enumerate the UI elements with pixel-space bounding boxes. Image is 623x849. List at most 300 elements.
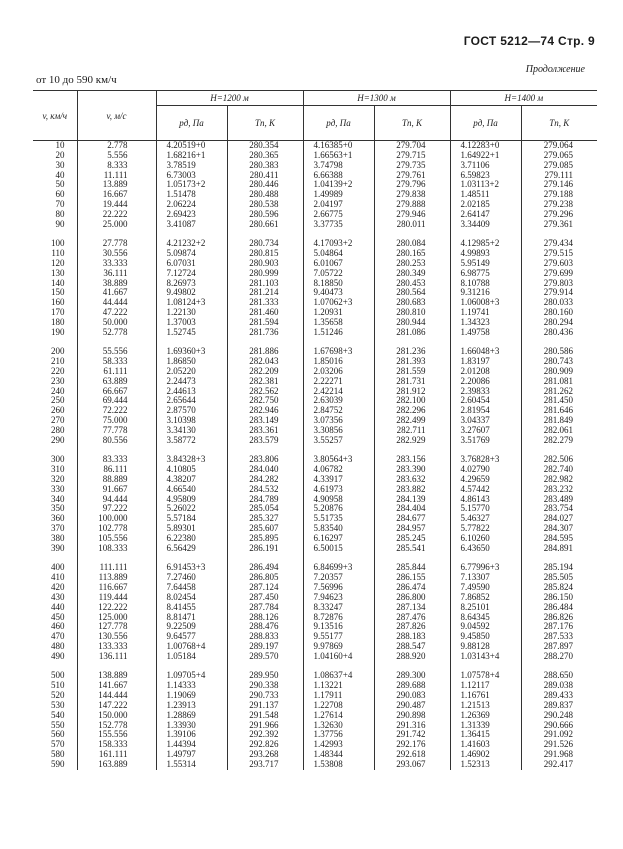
cell-speed-kmh: 500 <box>51 670 65 681</box>
cell-temp-h1200: 281.333 <box>227 298 303 308</box>
cell-speed-ms: 36.111 <box>77 269 156 279</box>
cell-temp-h1400: 282.740 <box>521 465 597 475</box>
cell-pressure-h1200: 8.81471 <box>156 613 227 623</box>
cell-speed-kmh: 210 <box>51 356 65 367</box>
cell-temp-h1200: 285.607 <box>227 524 303 534</box>
cell-pressure-h1400: 2.64147 <box>450 210 521 220</box>
cell-pressure-h1300: 6.66388 <box>303 171 374 181</box>
cell-temp-h1400: 287.176 <box>521 622 597 632</box>
cell-speed-ms: 150.000 <box>77 711 156 721</box>
cell-pressure-h1300: 2.22271 <box>303 377 374 387</box>
cell-pressure-h1200: 6.91453+3 <box>156 563 227 573</box>
cell-speed-kmh: 260 <box>51 405 65 416</box>
cell-pressure-h1200: 4.10805 <box>156 465 227 475</box>
col-header-pressure: pд, Па <box>156 106 227 141</box>
cell-speed-ms: 97.222 <box>77 504 156 514</box>
cell-pressure-h1400: 5.15770 <box>450 504 521 514</box>
cell-temp-h1300: 285.245 <box>374 534 450 544</box>
cell-speed-kmh: 110 <box>51 248 65 259</box>
cell-pressure-h1200: 1.05184 <box>156 652 227 662</box>
cell-pressure-h1200: 9.64577 <box>156 632 227 642</box>
cell-temp-h1400: 287.533 <box>521 632 597 642</box>
col-header-v-kmh: v, км/ч <box>33 91 77 141</box>
cell-speed-ms: 30.556 <box>77 249 156 259</box>
cell-pressure-h1200: 3.34130 <box>156 426 227 436</box>
cell-pressure-h1400: 1.41603 <box>450 740 521 750</box>
cell-pressure-h1200: 6.22380 <box>156 534 227 544</box>
cell-speed-kmh: 270 <box>51 415 65 426</box>
cell-speed-kmh: 190 <box>51 326 65 337</box>
cell-temp-h1300: 288.183 <box>374 632 450 642</box>
cell-pressure-h1400: 6.98775 <box>450 269 521 279</box>
cell-pressure-h1400: 6.10260 <box>450 534 521 544</box>
cell-temp-h1300: 283.882 <box>374 485 450 495</box>
cell-speed-ms: 66.667 <box>77 387 156 397</box>
cell-pressure-h1300: 1.32630 <box>303 721 374 731</box>
cell-temp-h1400: 279.065 <box>521 151 597 161</box>
cell-speed-ms: 130.556 <box>77 632 156 642</box>
cell-pressure-h1400: 2.39833 <box>450 387 521 397</box>
cell-pressure-h1200: 2.06224 <box>156 200 227 210</box>
cell-temp-h1200: 291.137 <box>227 701 303 711</box>
cell-pressure-h1300: 1.85016 <box>303 357 374 367</box>
cell-pressure-h1300: 1.04139+2 <box>303 180 374 190</box>
cell-speed-kmh: 510 <box>51 680 65 691</box>
cell-pressure-h1200: 5.09874 <box>156 249 227 259</box>
speed-range-label: от 10 до 590 км/ч <box>36 74 117 86</box>
cell-temp-h1300: 279.704 <box>374 141 450 151</box>
cell-pressure-h1400: 3.27607 <box>450 426 521 436</box>
cell-pressure-h1200: 3.10398 <box>156 416 227 426</box>
cell-temp-h1300: 283.156 <box>374 455 450 465</box>
cell-pressure-h1400: 3.51769 <box>450 436 521 446</box>
cell-pressure-h1300: 2.66775 <box>303 210 374 220</box>
cell-temp-h1300: 286.474 <box>374 583 450 593</box>
cell-speed-kmh: 20 <box>55 149 65 160</box>
cell-temp-h1200: 284.789 <box>227 495 303 505</box>
cell-speed-ms: 102.778 <box>77 524 156 534</box>
cell-speed-kmh: 330 <box>51 483 65 494</box>
cell-pressure-h1300: 6.01067 <box>303 259 374 269</box>
cell-temp-h1300: 281.731 <box>374 377 450 387</box>
cell-pressure-h1200: 4.38207 <box>156 475 227 485</box>
cell-pressure-h1200: 4.21232+2 <box>156 239 227 249</box>
cell-temp-h1400: 286.484 <box>521 603 597 613</box>
cell-pressure-h1400: 3.34409 <box>450 220 521 230</box>
cell-temp-h1400: 279.914 <box>521 288 597 298</box>
cell-temp-h1300: 286.800 <box>374 593 450 603</box>
cell-speed-kmh: 520 <box>51 690 65 700</box>
cell-temp-h1300: 288.920 <box>374 652 450 662</box>
cell-temp-h1200: 288.833 <box>227 632 303 642</box>
cell-temp-h1300: 281.086 <box>374 328 450 338</box>
cell-pressure-h1300: 5.04864 <box>303 249 374 259</box>
cell-speed-kmh: 60 <box>55 189 65 200</box>
cell-speed-kmh: 420 <box>51 581 65 592</box>
cell-pressure-h1200: 8.02454 <box>156 593 227 603</box>
cell-pressure-h1400: 1.26369 <box>450 711 521 721</box>
cell-pressure-h1200: 2.44613 <box>156 387 227 397</box>
cell-pressure-h1400: 5.95149 <box>450 259 521 269</box>
cell-temp-h1400: 279.515 <box>521 249 597 259</box>
cell-temp-h1300: 287.476 <box>374 613 450 623</box>
atmosphere-table <box>33 90 597 770</box>
cell-speed-kmh: 140 <box>51 277 65 288</box>
cell-temp-h1300: 280.084 <box>374 239 450 249</box>
cell-temp-h1300: 285.844 <box>374 563 450 573</box>
cell-pressure-h1400: 1.03113+2 <box>450 180 521 190</box>
cell-speed-ms: 2.778 <box>77 141 156 151</box>
cell-temp-h1400: 292.417 <box>521 760 597 770</box>
table-row <box>33 760 597 770</box>
cell-temp-h1300: 280.944 <box>374 318 450 328</box>
cell-speed-ms: 75.000 <box>77 416 156 426</box>
cell-pressure-h1300: 2.63039 <box>303 396 374 406</box>
cell-pressure-h1300: 7.20357 <box>303 573 374 583</box>
cell-speed-kmh: 10 <box>55 140 65 150</box>
cell-speed-kmh: 590 <box>51 758 65 769</box>
cell-temp-h1300: 282.296 <box>374 406 450 416</box>
cell-temp-h1400: 289.837 <box>521 701 597 711</box>
cell-temp-h1200: 293.268 <box>227 750 303 760</box>
cell-speed-ms: 136.111 <box>77 652 156 662</box>
table-row <box>33 652 597 662</box>
cell-pressure-h1200: 9.49802 <box>156 288 227 298</box>
cell-speed-ms: 72.222 <box>77 406 156 416</box>
cell-temp-h1300: 280.011 <box>374 220 450 230</box>
cell-pressure-h1300: 3.80564+3 <box>303 455 374 465</box>
cell-pressure-h1400: 6.77996+3 <box>450 563 521 573</box>
cell-temp-h1400: 284.307 <box>521 524 597 534</box>
cell-pressure-h1200: 3.84328+3 <box>156 455 227 465</box>
cell-temp-h1200: 286.805 <box>227 573 303 583</box>
cell-pressure-h1400: 8.25101 <box>450 603 521 613</box>
cell-pressure-h1200: 5.26022 <box>156 504 227 514</box>
cell-temp-h1200: 281.594 <box>227 318 303 328</box>
cell-temp-h1400: 279.188 <box>521 190 597 200</box>
cell-temp-h1200: 291.966 <box>227 721 303 731</box>
cell-pressure-h1400: 9.45850 <box>450 632 521 642</box>
cell-pressure-h1300: 1.27614 <box>303 711 374 721</box>
cell-pressure-h1400: 7.49590 <box>450 583 521 593</box>
cell-pressure-h1400: 1.03143+4 <box>450 652 521 662</box>
cell-pressure-h1300: 7.56996 <box>303 583 374 593</box>
cell-speed-kmh: 350 <box>51 503 65 514</box>
cell-temp-h1400: 291.092 <box>521 730 597 740</box>
cell-temp-h1400: 280.436 <box>521 328 597 338</box>
cell-speed-ms: 108.333 <box>77 544 156 554</box>
cell-pressure-h1400: 1.64922+1 <box>450 151 521 161</box>
cell-pressure-h1200: 5.89301 <box>156 524 227 534</box>
cell-temp-h1200: 291.548 <box>227 711 303 721</box>
cell-speed-kmh: 230 <box>51 375 65 386</box>
cell-temp-h1300: 284.139 <box>374 495 450 505</box>
cell-temp-h1200: 280.446 <box>227 180 303 190</box>
cell-pressure-h1200: 1.22130 <box>156 308 227 318</box>
cell-temp-h1300: 281.912 <box>374 387 450 397</box>
cell-speed-ms: 16.667 <box>77 190 156 200</box>
cell-pressure-h1300: 7.94623 <box>303 593 374 603</box>
cell-speed-ms: 127.778 <box>77 622 156 632</box>
cell-speed-kmh: 410 <box>51 572 65 583</box>
cell-temp-h1200: 280.538 <box>227 200 303 210</box>
cell-speed-kmh: 300 <box>51 454 65 465</box>
cell-speed-kmh: 360 <box>51 513 65 524</box>
cell-pressure-h1300: 2.42214 <box>303 387 374 397</box>
table-row <box>33 220 597 230</box>
cell-pressure-h1300: 8.72876 <box>303 613 374 623</box>
cell-temp-h1200: 282.381 <box>227 377 303 387</box>
cell-pressure-h1200: 2.69423 <box>156 210 227 220</box>
cell-speed-kmh: 370 <box>51 523 65 534</box>
cell-speed-ms: 144.444 <box>77 691 156 701</box>
cell-temp-h1200: 282.209 <box>227 367 303 377</box>
cell-pressure-h1200: 3.41087 <box>156 220 227 230</box>
cell-temp-h1400: 285.194 <box>521 563 597 573</box>
standard-header: ГОСТ 5212—74 Стр. 9 <box>463 34 595 48</box>
col-header-pressure: pд, Па <box>450 106 521 141</box>
cell-pressure-h1300: 5.83540 <box>303 524 374 534</box>
cell-pressure-h1300: 6.16297 <box>303 534 374 544</box>
cell-pressure-h1200: 1.37003 <box>156 318 227 328</box>
cell-speed-ms: 158.333 <box>77 740 156 750</box>
cell-pressure-h1300: 1.08637+4 <box>303 671 374 681</box>
cell-speed-ms: 152.778 <box>77 721 156 731</box>
cell-temp-h1400: 279.296 <box>521 210 597 220</box>
cell-speed-ms: 52.778 <box>77 328 156 338</box>
cell-pressure-h1200: 6.73003 <box>156 171 227 181</box>
col-header-temperature: Tп, К <box>521 106 597 141</box>
cell-pressure-h1200: 1.51478 <box>156 190 227 200</box>
cell-temp-h1400: 280.294 <box>521 318 597 328</box>
cell-speed-kmh: 120 <box>51 257 65 268</box>
cell-pressure-h1400: 4.12985+2 <box>450 239 521 249</box>
cell-temp-h1200: 281.103 <box>227 279 303 289</box>
cell-temp-h1300: 293.067 <box>374 760 450 770</box>
cell-temp-h1400: 291.968 <box>521 750 597 760</box>
cell-temp-h1200: 289.950 <box>227 671 303 681</box>
cell-temp-h1300: 282.711 <box>374 426 450 436</box>
cell-pressure-h1200: 1.33930 <box>156 721 227 731</box>
cell-temp-h1200: 285.327 <box>227 514 303 524</box>
cell-pressure-h1400: 1.48511 <box>450 190 521 200</box>
cell-temp-h1400: 279.146 <box>521 180 597 190</box>
cell-pressure-h1300: 1.22708 <box>303 701 374 711</box>
cell-speed-kmh: 530 <box>51 699 65 710</box>
cell-temp-h1300: 279.761 <box>374 171 450 181</box>
cell-temp-h1200: 283.361 <box>227 426 303 436</box>
cell-pressure-h1200: 8.41455 <box>156 603 227 613</box>
cell-pressure-h1400: 7.86852 <box>450 593 521 603</box>
cell-pressure-h1400: 1.06008+3 <box>450 298 521 308</box>
cell-speed-kmh: 540 <box>51 709 65 720</box>
cell-temp-h1400: 280.743 <box>521 357 597 367</box>
cell-temp-h1200: 286.191 <box>227 544 303 554</box>
cell-speed-kmh: 40 <box>55 169 65 180</box>
cell-temp-h1300: 290.898 <box>374 711 450 721</box>
cell-temp-h1400: 282.061 <box>521 426 597 436</box>
cell-temp-h1400: 289.038 <box>521 681 597 691</box>
cell-pressure-h1200: 7.12724 <box>156 269 227 279</box>
cell-pressure-h1300: 1.48344 <box>303 750 374 760</box>
cell-pressure-h1200: 2.87570 <box>156 406 227 416</box>
cell-pressure-h1300: 9.55177 <box>303 632 374 642</box>
cell-pressure-h1400: 2.60454 <box>450 396 521 406</box>
cell-temp-h1400: 291.526 <box>521 740 597 750</box>
cell-speed-ms: 22.222 <box>77 210 156 220</box>
cell-speed-kmh: 160 <box>51 297 65 308</box>
cell-temp-h1200: 284.532 <box>227 485 303 495</box>
cell-speed-ms: 105.556 <box>77 534 156 544</box>
cell-pressure-h1300: 1.04160+4 <box>303 652 374 662</box>
cell-temp-h1300: 289.300 <box>374 671 450 681</box>
cell-pressure-h1300: 4.33917 <box>303 475 374 485</box>
cell-pressure-h1400: 2.01208 <box>450 367 521 377</box>
cell-temp-h1300: 290.083 <box>374 691 450 701</box>
cell-temp-h1300: 282.499 <box>374 416 450 426</box>
table-body <box>33 141 597 770</box>
cell-pressure-h1400: 2.81954 <box>450 406 521 416</box>
cell-pressure-h1200: 5.57184 <box>156 514 227 524</box>
cell-temp-h1200: 280.596 <box>227 210 303 220</box>
cell-temp-h1200: 292.392 <box>227 730 303 740</box>
cell-speed-kmh: 390 <box>51 542 65 553</box>
cell-pressure-h1400: 4.86143 <box>450 495 521 505</box>
cell-speed-ms: 58.333 <box>77 357 156 367</box>
cell-temp-h1300: 289.688 <box>374 681 450 691</box>
cell-pressure-h1200: 2.24473 <box>156 377 227 387</box>
cell-pressure-h1400: 8.10788 <box>450 279 521 289</box>
cell-pressure-h1300: 1.66563+1 <box>303 151 374 161</box>
cell-temp-h1200: 280.383 <box>227 161 303 171</box>
cell-temp-h1200: 287.124 <box>227 583 303 593</box>
cell-pressure-h1300: 1.51246 <box>303 328 374 338</box>
cell-pressure-h1400: 4.12283+0 <box>450 141 521 151</box>
cell-temp-h1300: 287.134 <box>374 603 450 613</box>
cell-temp-h1300: 279.838 <box>374 190 450 200</box>
cell-speed-kmh: 490 <box>51 650 65 661</box>
cell-speed-kmh: 550 <box>51 719 65 730</box>
cell-temp-h1200: 293.717 <box>227 760 303 770</box>
cell-temp-h1400: 288.650 <box>521 671 597 681</box>
cell-pressure-h1400: 4.99893 <box>450 249 521 259</box>
cell-pressure-h1300: 4.61973 <box>303 485 374 495</box>
cell-pressure-h1200: 6.07031 <box>156 259 227 269</box>
cell-speed-ms: 50.000 <box>77 318 156 328</box>
cell-speed-ms: 47.222 <box>77 308 156 318</box>
cell-temp-h1200: 280.999 <box>227 269 303 279</box>
cell-pressure-h1400: 1.52313 <box>450 760 521 770</box>
cell-pressure-h1400: 1.66048+3 <box>450 347 521 357</box>
cell-pressure-h1200: 1.55314 <box>156 760 227 770</box>
cell-temp-h1200: 280.815 <box>227 249 303 259</box>
cell-pressure-h1200: 1.49797 <box>156 750 227 760</box>
cell-speed-kmh: 130 <box>51 267 65 278</box>
cell-temp-h1400: 279.803 <box>521 279 597 289</box>
cell-speed-ms: 111.111 <box>77 563 156 573</box>
cell-temp-h1300: 283.390 <box>374 465 450 475</box>
cell-temp-h1400: 286.150 <box>521 593 597 603</box>
cell-temp-h1200: 282.750 <box>227 396 303 406</box>
cell-pressure-h1400: 7.13307 <box>450 573 521 583</box>
cell-temp-h1300: 291.742 <box>374 730 450 740</box>
cell-pressure-h1200: 9.22509 <box>156 622 227 632</box>
table-header <box>33 91 597 141</box>
cell-pressure-h1300: 2.84752 <box>303 406 374 416</box>
cell-speed-kmh: 560 <box>51 729 65 740</box>
cell-speed-ms: 83.333 <box>77 455 156 465</box>
cell-speed-kmh: 450 <box>51 611 65 622</box>
cell-speed-ms: 55.556 <box>77 347 156 357</box>
cell-speed-kmh: 290 <box>51 434 65 445</box>
cell-speed-kmh: 150 <box>51 287 65 298</box>
cell-temp-h1200: 280.488 <box>227 190 303 200</box>
cell-pressure-h1200: 1.05173+2 <box>156 180 227 190</box>
cell-speed-kmh: 570 <box>51 739 65 750</box>
cell-speed-ms: 5.556 <box>77 151 156 161</box>
cell-speed-ms: 122.222 <box>77 603 156 613</box>
cell-pressure-h1300: 3.37735 <box>303 220 374 230</box>
cell-pressure-h1400: 3.04337 <box>450 416 521 426</box>
cell-speed-ms: 163.889 <box>77 760 156 770</box>
cell-temp-h1200: 281.886 <box>227 347 303 357</box>
cell-pressure-h1400: 1.49758 <box>450 328 521 338</box>
cell-temp-h1200: 287.450 <box>227 593 303 603</box>
cell-temp-h1200: 288.476 <box>227 622 303 632</box>
cell-speed-ms: 63.889 <box>77 377 156 387</box>
cell-temp-h1200: 280.354 <box>227 141 303 151</box>
cell-speed-kmh: 380 <box>51 533 65 543</box>
cell-temp-h1400: 281.646 <box>521 406 597 416</box>
cell-temp-h1200: 282.562 <box>227 387 303 397</box>
cell-pressure-h1200: 1.00768+4 <box>156 642 227 652</box>
cell-temp-h1200: 283.149 <box>227 416 303 426</box>
cell-temp-h1300: 279.735 <box>374 161 450 171</box>
cell-temp-h1400: 286.826 <box>521 613 597 623</box>
cell-temp-h1300: 284.957 <box>374 524 450 534</box>
cell-pressure-h1300: 8.33247 <box>303 603 374 613</box>
cell-temp-h1300: 291.316 <box>374 721 450 731</box>
cell-speed-kmh: 400 <box>51 562 65 573</box>
cell-temp-h1200: 290.733 <box>227 691 303 701</box>
cell-temp-h1300: 280.165 <box>374 249 450 259</box>
cell-temp-h1300: 279.796 <box>374 180 450 190</box>
cell-pressure-h1400: 6.43650 <box>450 544 521 554</box>
cell-temp-h1300: 285.541 <box>374 544 450 554</box>
cell-temp-h1300: 280.564 <box>374 288 450 298</box>
cell-pressure-h1200: 2.65644 <box>156 396 227 406</box>
cell-temp-h1400: 279.085 <box>521 161 597 171</box>
cell-pressure-h1400: 1.36415 <box>450 730 521 740</box>
col-header-pressure: pд, Па <box>303 106 374 141</box>
cell-temp-h1300: 283.632 <box>374 475 450 485</box>
cell-speed-ms: 113.889 <box>77 573 156 583</box>
cell-speed-kmh: 340 <box>51 493 65 504</box>
cell-temp-h1400: 280.909 <box>521 367 597 377</box>
col-header-v-ms: v, м/с <box>77 91 156 141</box>
cell-pressure-h1400: 1.19741 <box>450 308 521 318</box>
cell-speed-kmh: 470 <box>51 631 65 642</box>
cell-speed-ms: 44.444 <box>77 298 156 308</box>
cell-speed-ms: 19.444 <box>77 200 156 210</box>
cell-temp-h1200: 280.661 <box>227 220 303 230</box>
cell-pressure-h1200: 1.39106 <box>156 730 227 740</box>
cell-pressure-h1400: 9.88128 <box>450 642 521 652</box>
cell-speed-kmh: 250 <box>51 395 65 406</box>
cell-temp-h1400: 287.897 <box>521 642 597 652</box>
cell-temp-h1400: 282.279 <box>521 436 597 446</box>
cell-speed-ms: 88.889 <box>77 475 156 485</box>
